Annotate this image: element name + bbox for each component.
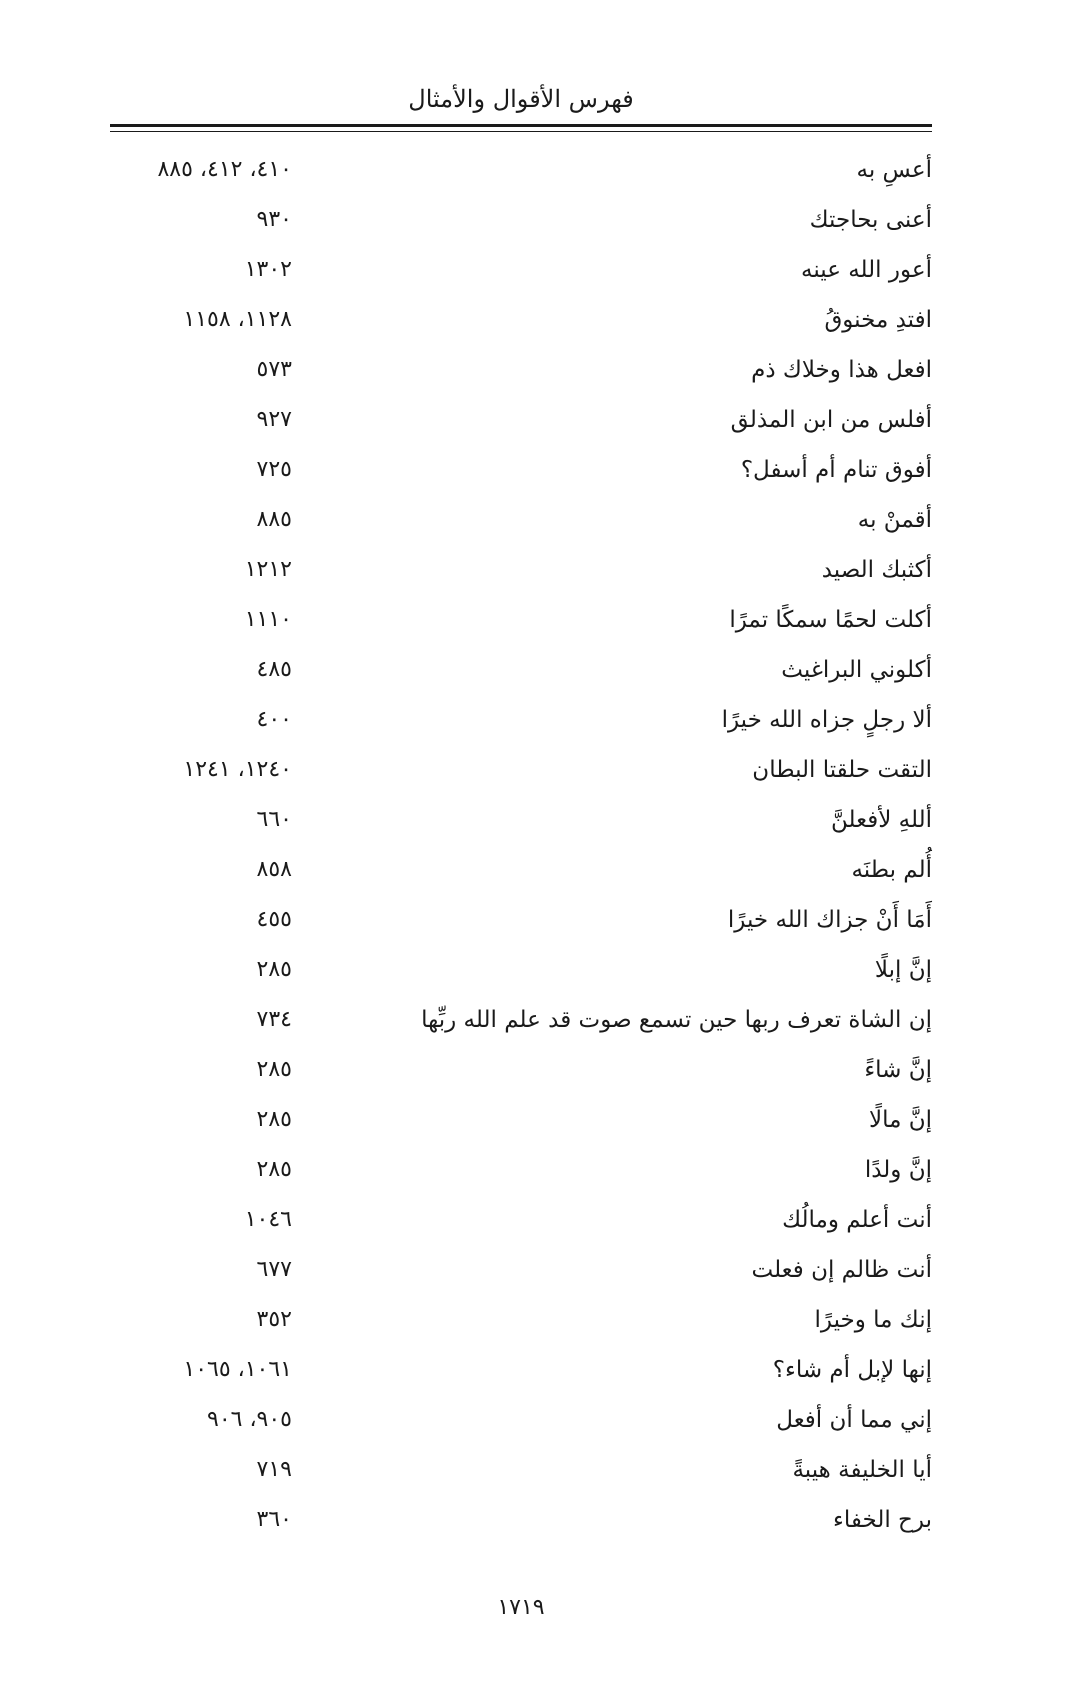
index-entry [110,1396,932,1446]
saying-text: أعسِ به [856,157,932,183]
page-references: ٤١٠، ٤١٢، ٨٨٥ [157,157,292,182]
saying-text: أعور الله عينه [800,257,932,283]
index-entry [110,346,932,396]
saying-text: إنَّ ولدًا [864,1157,932,1183]
saying-text: أنت ظالم إن فعلت [751,1257,932,1283]
page-references: ١٢٤٠، ١٢٤١ [183,757,292,782]
page-references: ٧٢٥ [256,457,292,482]
saying-text: أفوق تنام أم أسفل؟ [740,457,932,483]
saying-text: أَمَا أَنْ جزاك الله خيرًا [727,907,932,933]
page-references: ٨٨٥ [256,507,292,532]
saying-text: إن الشاة تعرف ربها حين تسمع صوت قد علم الله ربِّها [421,1007,932,1033]
index-entry [110,196,932,246]
index-entry [110,1096,932,1146]
saying-text: أقمنْ به [857,507,932,533]
index-entry [110,496,932,546]
index-entry [110,1446,932,1496]
index-entry [110,596,932,646]
index-entry [110,1496,932,1546]
saying-text: إنَّ مالًا [868,1107,932,1133]
index-entry [110,1146,932,1196]
header-rule-thick [110,124,932,127]
saying-text: إنَّ شاءً [864,1057,932,1083]
page-references: ٩٢٧ [256,407,292,432]
saying-text: أنت أعلم ومالُك [782,1207,932,1233]
index-entry [110,646,932,696]
index-entry [110,846,932,896]
header-rule-thin [110,131,932,132]
page-references: ١١٢٨، ١١٥٨ [183,307,292,332]
page-references: ١٢١٢ [244,557,292,582]
saying-text: أيا الخليفة هيبةً [792,1457,932,1483]
page-references: ٨٥٨ [256,857,292,882]
index-entry [110,896,932,946]
index-entry [110,1246,932,1296]
saying-text: ألا رجلٍ جزاه الله خيرًا [721,707,932,733]
index-entry [110,146,932,196]
saying-text: أعنى بحاجتك [809,207,932,233]
saying-text: إنك ما وخيرًا [814,1307,932,1333]
index-entry [110,996,932,1046]
page-references: ٣٥٢ [256,1307,292,1332]
saying-text: برح الخفاء [833,1507,932,1533]
page-references: ٤٥٥ [256,907,292,932]
page-references: ٥٧٣ [256,357,292,382]
index-entry [110,1296,932,1346]
index-entry [110,1346,932,1396]
page-number: ١٧١٩ [497,1595,545,1620]
saying-text: إني مما أن أفعل [776,1407,932,1433]
page-references: ٢٨٥ [256,957,292,982]
index-entry [110,296,932,346]
page-references: ٩٣٠ [256,207,292,232]
page-references: ١١١٠ [244,607,292,632]
page-references: ٧٣٤ [256,1007,292,1032]
saying-text: إنها لإبل أم شاء؟ [772,1357,932,1383]
page-references: ٢٨٥ [256,1107,292,1132]
saying-text: أُلم بطنَه [851,857,932,883]
page-references: ٤٨٥ [256,657,292,682]
saying-text: أللهِ لأفعلنَّ [831,807,932,833]
running-head: فهرس الأقوال والأمثال [408,85,634,113]
saying-text: افعل هذا وخلاك ذم [751,357,932,383]
page-references: ٣٦٠ [256,1507,292,1532]
saying-text: التقت حلقتا البطان [752,757,932,783]
page-references: ١٣٠٢ [244,257,292,282]
page-references: ٤٠٠ [256,707,292,732]
index-entry [110,1046,932,1096]
index-entry [110,796,932,846]
page-references: ٢٨٥ [256,1157,292,1182]
index-entry [110,696,932,746]
index-entry [110,396,932,446]
saying-text: افتدِ مخنوقُ [824,307,932,333]
page-references: ١٠٦١، ١٠٦٥ [183,1357,292,1382]
saying-text: إنَّ إبلًا [874,957,932,983]
index-entry [110,946,932,996]
page-references: ٦٦٠ [256,807,292,832]
page-references: ٢٨٥ [256,1057,292,1082]
index-entry [110,246,932,296]
page-references: ٧١٩ [256,1457,292,1482]
sayings-index-list [110,146,932,1546]
saying-text: أكلوني البراغيث [781,657,932,683]
index-entry [110,1196,932,1246]
index-entry [110,546,932,596]
page-references: ١٠٤٦ [244,1207,292,1232]
page-references: ٩٠٥، ٩٠٦ [207,1407,292,1432]
page-references: ٦٧٧ [256,1257,292,1282]
index-entry [110,446,932,496]
saying-text: أكلت لحمًا سمكًا تمرًا [729,607,932,633]
index-entry [110,746,932,796]
saying-text: أفلس من ابن المذلق [730,407,932,433]
saying-text: أكثبك الصيد [821,557,932,583]
